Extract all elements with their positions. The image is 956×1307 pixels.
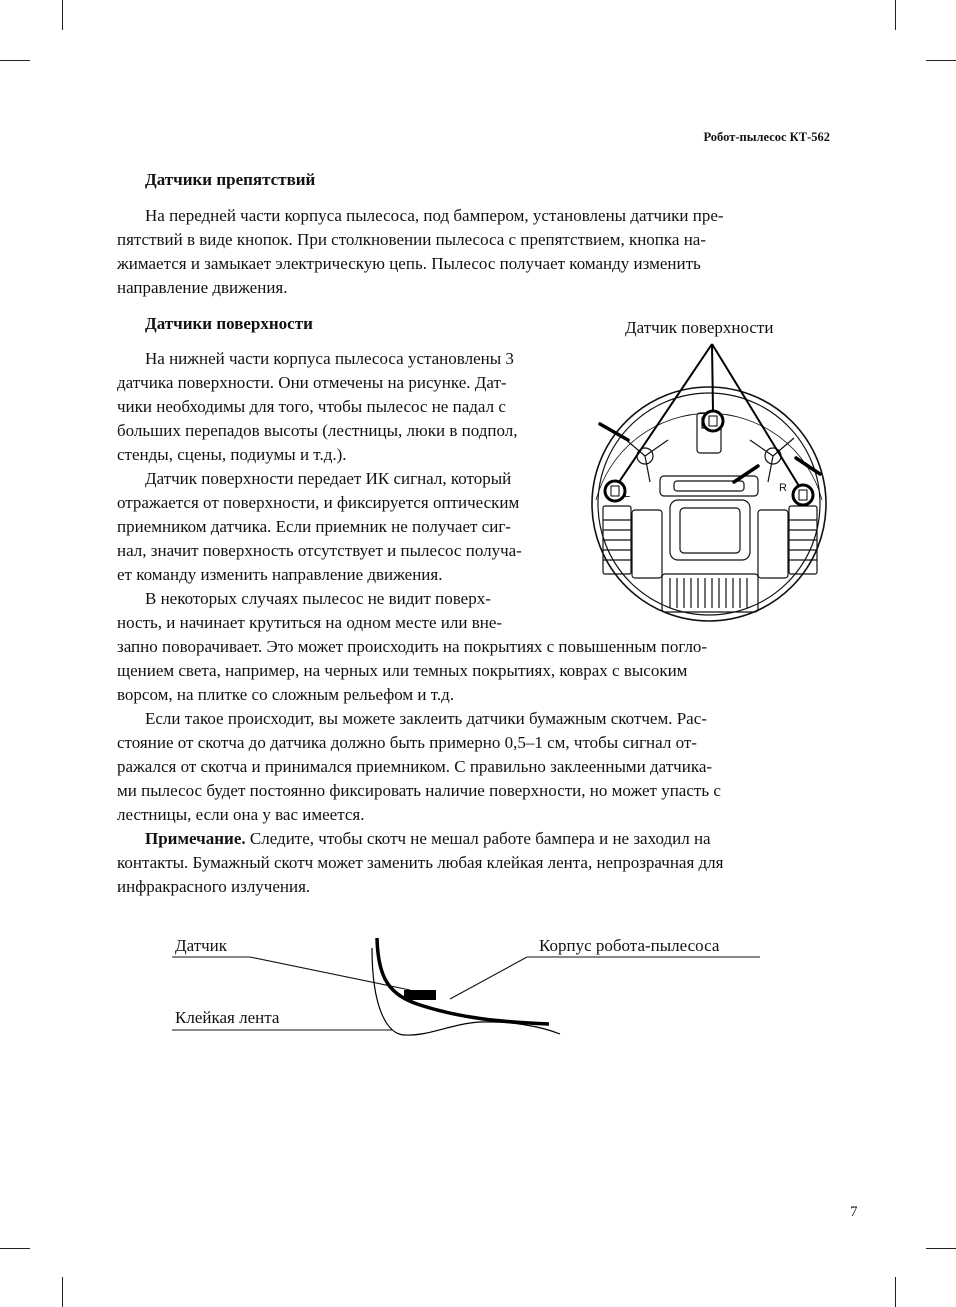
text-line: ражался от скотча и принимался приемником. С правильно заклеенными датчика- <box>117 757 713 776</box>
note-text: Следите, чтобы скотч не мешал работе бампера и не заходил на <box>245 829 711 848</box>
robot-body-curve <box>377 938 549 1024</box>
crop-mark <box>926 1248 956 1249</box>
text-line: больших перепадов высоты (лестницы, люки в подпол, <box>117 421 518 440</box>
text-line: стояние от скотча до датчика должно быть примерно 0,5–1 см, чтобы сигнал от- <box>117 733 697 752</box>
robot-body-label: Корпус робота-пылесоса <box>539 936 720 955</box>
section-heading-obstacle-sensors: Датчики препятствий <box>145 170 316 189</box>
text-line: Если такое происходит, вы можете заклеить датчики бумажным скотчем. Рас- <box>145 709 707 728</box>
text-line: ми пылесос будет постоянно фиксировать наличие поверхности, но может упасть с <box>117 781 721 800</box>
left-surface-sensor <box>605 481 625 501</box>
sensor-label: Датчик <box>175 936 228 955</box>
text-line: На нижней части корпуса пылесоса установлены 3 <box>145 349 514 368</box>
tape-diagram <box>170 930 770 1050</box>
page-number: 7 <box>850 1204 858 1220</box>
text-line: В некоторых случаях пылесос не видит поверх- <box>145 589 491 608</box>
right-wheel-mark: R <box>779 482 787 494</box>
crop-mark <box>895 1277 896 1307</box>
text-line: нал, значит поверхность отсутствует и пылесос получа- <box>117 541 522 560</box>
text-line: пятствий в виде кнопок. При столкновении пылесоса с препятствием, кнопка на- <box>117 230 707 249</box>
tape-label: Клейкая лента <box>175 1008 280 1027</box>
text-line: отражается от поверхности, и фиксируется оптическим <box>117 493 520 512</box>
text-line: стенды, сцены, подиумы и т.д.). <box>117 445 347 464</box>
text-line: датчика поверхности. Они отмечены на рисунке. Дат- <box>117 373 507 392</box>
crop-mark <box>895 0 896 30</box>
section-heading-surface-sensors: Датчики поверхности <box>145 314 313 333</box>
running-header: Робот-пылесос КТ-562 <box>703 130 830 144</box>
text-line: щением света, например, на черных или темных покрытиях, коврах с высоким <box>117 661 688 680</box>
crop-mark <box>0 1248 30 1249</box>
crop-mark <box>62 1277 63 1307</box>
text-line: направление движения. <box>117 278 288 297</box>
right-surface-sensor <box>793 485 813 505</box>
robot-bottom-diagram <box>585 340 835 620</box>
text-line: ность, и начинает крутиться на одном месте или вне- <box>117 613 503 632</box>
left-wheel-mark: L <box>624 488 631 500</box>
text-line: приемником датчика. Если приемник не получает сиг- <box>117 517 511 536</box>
note-label: Примечание. <box>145 829 246 848</box>
text-line: ет команду изменить направление движения. <box>117 565 443 584</box>
paragraph-obstacle-sensors <box>117 204 724 300</box>
surface-sensor-label: Датчик поверхности <box>625 318 774 337</box>
text-line: инфракрасного излучения. <box>117 877 311 896</box>
sensor-block <box>404 990 436 1000</box>
text-line: чики необходимы для того, чтобы пылесос не падал с <box>117 397 506 416</box>
text-line: контакты. Бумажный скотч может заменить любая клейкая лента, непрозрачная для <box>117 853 724 872</box>
note-line <box>117 827 724 851</box>
text-line: Датчик поверхности передает ИК сигнал, который <box>145 469 512 488</box>
crop-mark <box>0 60 30 61</box>
text-line: запно поворачивает. Это может происходить на покрытиях с повышенным погло- <box>117 637 708 656</box>
text-line: жимается и замыкает электрическую цепь. Пылесос получает команду изменить <box>117 254 701 273</box>
text-line: ворсом, на плитке со сложным рельефом и т.д. <box>117 685 455 704</box>
crop-mark <box>926 60 956 61</box>
front-surface-sensor <box>703 411 723 431</box>
text-line: На передней части корпуса пылесоса, под бампером, установлены датчики пре- <box>145 206 724 225</box>
crop-mark <box>62 0 63 30</box>
text-line: лестницы, если она у вас имеется. <box>117 805 365 824</box>
